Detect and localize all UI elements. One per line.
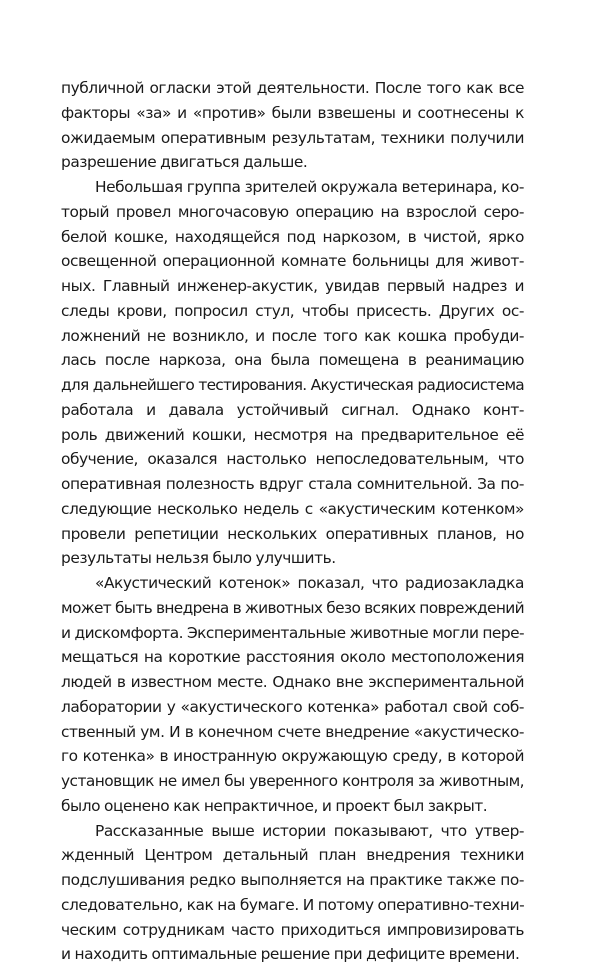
text-line: подслушивания редко выполняется на практике также по-	[61, 871, 524, 889]
text-line: го котенка» в иностранную окружающую среду, в которой	[61, 747, 524, 766]
text-line: публичной огласки этой деятельности. После того как все	[61, 79, 524, 97]
text-line: ложнений не возникло, и после того как кошка пробуди-	[61, 326, 524, 345]
body-text	[61, 76, 524, 967]
text-line: Рассказанные выше истории показывают, что утвер-	[95, 821, 524, 840]
text-line: обучение, оказался настолько непоследовательным, что	[61, 450, 524, 469]
text-line: лась после наркоза, она была помещена в реанимацию	[61, 351, 524, 370]
text-line: лаборатории у «акустического котенка» работал свой соб-	[61, 697, 524, 716]
text-line: жденный Центром детальный план внедрения техники	[61, 846, 524, 865]
text-line: людей в известном месте. Однако вне экспериментальной	[61, 673, 524, 691]
text-line: мещаться на короткие расстояния около местоположения	[61, 648, 524, 667]
text-line: следы крови, попросил стул, чтобы присесть. Других ос-	[61, 301, 524, 320]
text-line: результаты нельзя было улучшить.	[61, 549, 336, 568]
text-line: оперативная полезность вдруг стала сомнительной. За по-	[61, 475, 524, 493]
text-line: белой кошке, находящейся под наркозом, в чистой, ярко	[61, 227, 524, 246]
text-line: факторы «за» и «против» были взвешены и соотнесены к	[61, 103, 524, 122]
text-line: ожидаемым оперативным результатам, техники получили	[61, 128, 524, 147]
text-line: и находить оптимальные решение при дефиците времени.	[61, 945, 520, 964]
text-line: ческим сотрудникам часто приходиться импровизировать	[61, 920, 524, 939]
text-line: работала и давала устойчивый сигнал. Однако конт-	[61, 400, 524, 419]
text-line: провели репетиции нескольких оперативных планов, но	[61, 524, 524, 543]
text-line: роль движений кошки, несмотря на предварительное её	[61, 425, 524, 444]
text-line: «Акустический котенок» показал, что радиозакладка	[95, 574, 524, 592]
text-line: следовательно, как на бумаге. И потому оперативно-техни-	[61, 895, 525, 914]
text-line: может быть внедрена в животных безо всяких повреждений	[61, 598, 524, 617]
text-line: для дальнейшего тестирования. Акустическая радиосистема	[61, 376, 524, 394]
text-line: освещенной операционной комнате больницы для живот-	[61, 252, 524, 271]
text-line: разрешение двигаться дальше.	[61, 153, 308, 172]
text-line: и дискомфорта. Экспериментальные животные могли пере-	[61, 623, 524, 642]
text-line: было оценено как непрактичное, и проект был закрыт.	[61, 796, 488, 815]
text-line: следующие несколько недель с «акустическим котенком»	[61, 499, 524, 518]
text-line: ных. Главный инженер-акустик, увидав первый надрез и	[61, 277, 524, 295]
text-line: ственный ум. И в конечном счете внедрение «акустическо-	[61, 722, 524, 741]
text-line: Небольшая группа зрителей окружала ветеринара, ко-	[95, 178, 524, 196]
text-line: установщик не имел бы уверенного контроля за животным,	[61, 772, 524, 790]
text-line: торый провел многочасовую операцию на взрослой серо-	[61, 202, 524, 221]
